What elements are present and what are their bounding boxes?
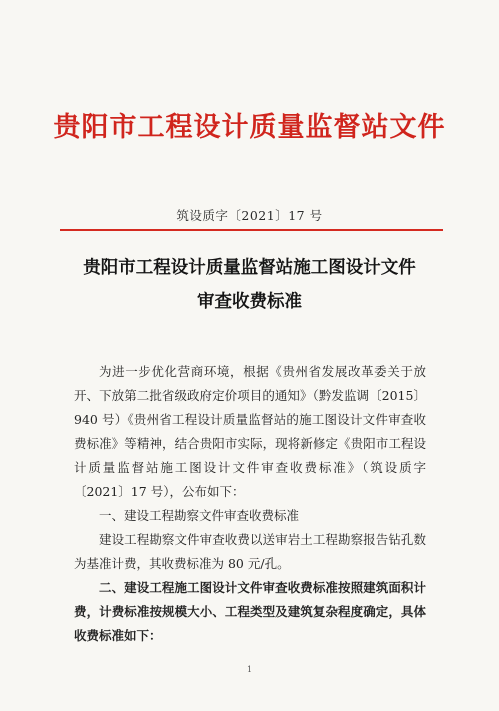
document-title-line2: 审查收费标准 [197, 292, 302, 312]
red-divider-rule [60, 229, 443, 231]
document-body [74, 360, 426, 648]
intro-paragraph: 为进一步优化营商环境，根据《贵州省发展改革委关于放开、下放第二批省级政府定价项目的通知》（黔发监调〔2015〕940 号）《贵州省工程设计质量监督站的施工图设计文件审查收费标准》等精神，结合贵阳市实际，现将新修定《贵阳市工程设计质量监督站施工图设计文件审查收费标准》（筑设质字〔2021〕17 号），公布如下： [74, 364, 426, 499]
section1-heading: 一、建设工程勘察文件审查收费标准 [99, 508, 300, 523]
document-title-line1: 贵阳市工程设计质量监督站施工图设计文件 [83, 258, 416, 278]
section1-body: 建设工程勘察文件审查收费以送审岩土工程勘察报告钻孔数为基准计费，其收费标准为 80 元/孔。 [74, 532, 426, 571]
page-number: 1 [246, 665, 253, 674]
masthead-title: 贵阳市工程设计质量监督站文件 [53, 112, 446, 143]
section2-heading: 二、建设工程施工图设计文件审查收费标准按照建筑面积计费，计费标准按规模大小、工程类型及建筑复杂程度确定，具体收费标准如下： [74, 580, 426, 643]
document-number: 筑设质字〔2021〕17 号 [176, 208, 323, 223]
